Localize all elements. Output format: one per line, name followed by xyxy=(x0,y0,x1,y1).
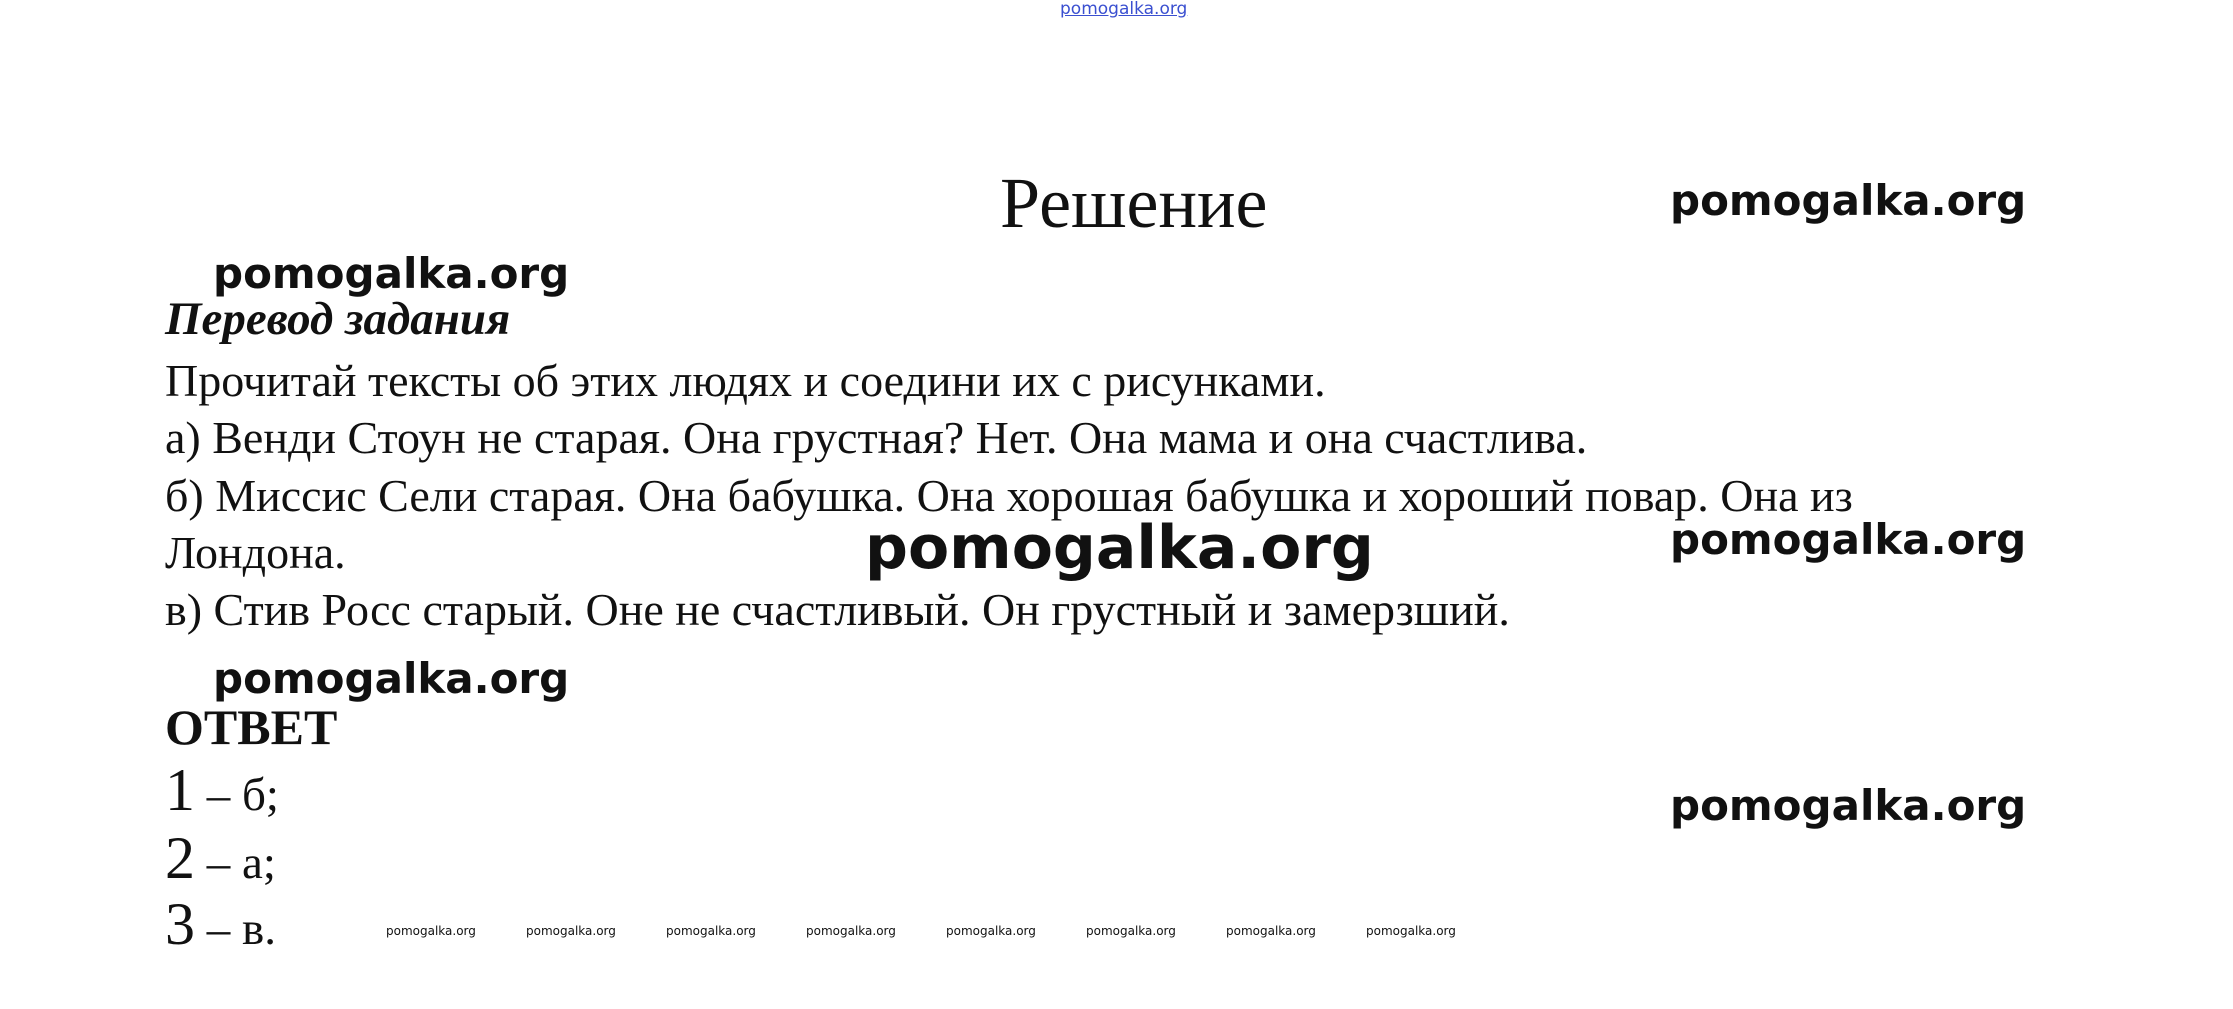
watermark-left-1: pomogalka.org xyxy=(213,249,570,298)
text-line-1: Прочитай тексты об этих людях и соедини их с рисунками. xyxy=(165,355,1326,406)
page-title: Решение xyxy=(1000,163,1268,243)
watermark-tiny-7: pomogalka.org xyxy=(1226,924,1316,938)
watermark-right-3: pomogalka.org xyxy=(1670,781,2027,830)
watermark-tiny-5: pomogalka.org xyxy=(946,924,1036,938)
watermark-tiny-3: pomogalka.org xyxy=(666,924,756,938)
watermark-tiny-4: pomogalka.org xyxy=(806,924,896,938)
watermark-left-2: pomogalka.org xyxy=(213,654,570,703)
answer-item-3 xyxy=(165,891,276,957)
answer-item-1 xyxy=(165,757,279,823)
answer-number: 3 xyxy=(165,891,195,957)
answer-value: – в. xyxy=(195,903,276,955)
answer-item-2 xyxy=(165,825,276,891)
answer-value: – а; xyxy=(195,837,276,889)
text-line-3: б) Миссис Сели старая. Она бабушка. Она хорошая бабушка и хороший повар. Она из xyxy=(165,470,1853,521)
watermark-top: pomogalka.org xyxy=(1060,0,1188,19)
text-line-5: в) Стив Росс старый. Оне не счастливый. Он грустный и замерзший. xyxy=(165,584,1510,635)
watermark-right-1: pomogalka.org xyxy=(1670,176,2027,225)
watermark-center: pomogalka.org xyxy=(865,513,1374,583)
watermark-tiny-2: pomogalka.org xyxy=(526,924,616,938)
text-line-2: а) Венди Стоун не старая. Она грустная? Нет. Она мама и она счастлива. xyxy=(165,412,1588,463)
answer-number: 1 xyxy=(165,757,195,823)
answer-heading: ОТВЕТ xyxy=(165,699,338,755)
text-line-4: Лондона. xyxy=(165,527,346,578)
watermark-tiny-1: pomogalka.org xyxy=(386,924,476,938)
translation-heading: Перевод задания xyxy=(165,293,511,345)
answer-number: 2 xyxy=(165,825,195,891)
watermark-right-2: pomogalka.org xyxy=(1670,515,2027,564)
watermark-tiny-8: pomogalka.org xyxy=(1366,924,1456,938)
answer-value: – б; xyxy=(195,769,279,821)
watermark-tiny-6: pomogalka.org xyxy=(1086,924,1176,938)
